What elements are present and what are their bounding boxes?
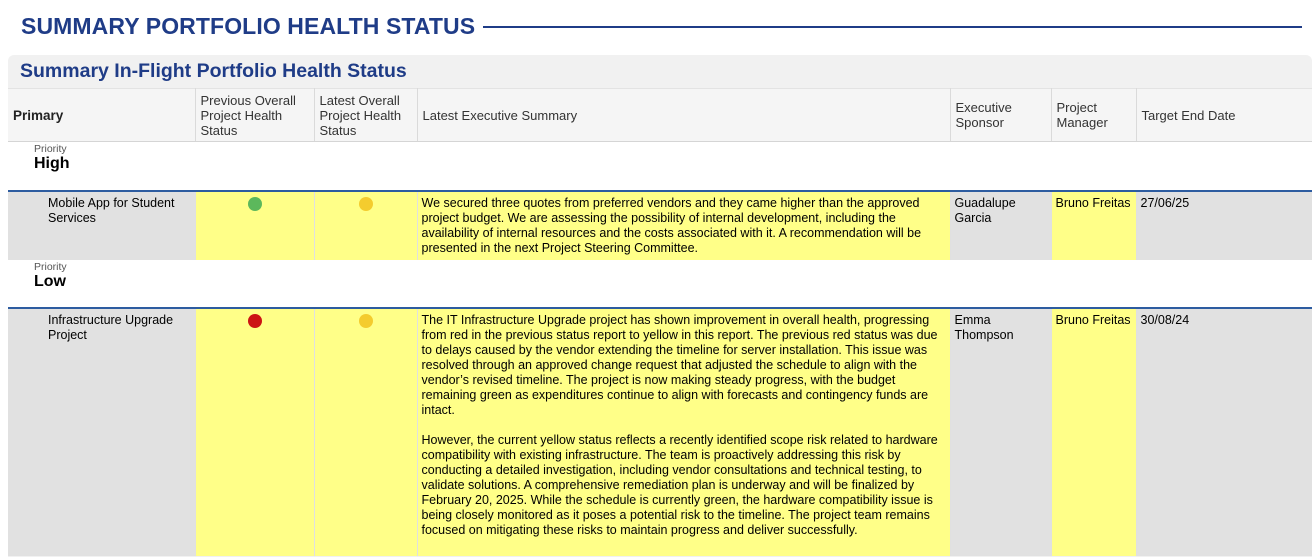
sponsor-cell: Emma Thompson: [950, 308, 1051, 556]
page-header: [21, 10, 1302, 42]
latest-status-cell: [314, 308, 417, 556]
status-dot-icon: [359, 314, 373, 328]
column-header-end-date[interactable]: Target End Date: [1136, 89, 1312, 142]
column-header-sponsor[interactable]: Executive Sponsor: [950, 89, 1051, 142]
summary-paragraph: The IT Infrastructure Upgrade project has shown improvement in overall health, progressing from red in the previous status report to yellow in this report. The previous red status was due to delays caused by the vendor extending the timeline for server installation. This issue was resolved through an approved change request that adjusted the schedule to align with the vendor’s revised timeline. The project is now making steady progress, with the budget remaining green as expenditures continue to align with forecasts and contingency funds are intact.: [421, 313, 938, 417]
end-date-cell: 27/06/25: [1136, 191, 1312, 260]
table-row[interactable]: [8, 191, 1312, 260]
summary-paragraph: We secured three quotes from preferred vendors and they came higher than the approved project budget. We are assessing the possibility of internal development, including the availability of internal resources and the costs associated with it. A recommendation will be presented in the next Project Steering Committee.: [421, 196, 922, 255]
group-row-low: [8, 260, 1312, 308]
column-header-manager[interactable]: Project Manager: [1051, 89, 1136, 142]
project-name[interactable]: Mobile App for Student Services: [8, 191, 195, 260]
previous-status-cell: [195, 308, 314, 556]
status-dot-icon: [248, 197, 262, 211]
column-header-primary[interactable]: Primary: [8, 89, 195, 142]
column-header-previous-health[interactable]: Previous Overall Project Health Status: [195, 89, 314, 142]
manager-cell: Bruno Freitas: [1051, 191, 1136, 260]
project-name[interactable]: Infrastructure Upgrade Project: [8, 308, 195, 556]
executive-summary-cell: [417, 308, 950, 556]
portfolio-panel: [8, 55, 1312, 557]
group-value: High: [34, 155, 70, 172]
status-dot-icon: [248, 314, 262, 328]
header-row: [8, 89, 1312, 142]
health-status-table: [8, 88, 1312, 556]
page-title: SUMMARY PORTFOLIO HEALTH STATUS: [21, 12, 476, 39]
previous-status-cell: [195, 191, 314, 260]
manager-cell: Bruno Freitas: [1051, 308, 1136, 556]
end-date-cell: 30/08/24: [1136, 308, 1312, 556]
column-header-latest-health[interactable]: Latest Overall Project Health Status: [314, 89, 417, 142]
group-header: [8, 142, 1312, 192]
executive-summary-cell: [417, 191, 950, 260]
group-caption: Priority: [34, 261, 67, 273]
summary-paragraph: However, the current yellow status reflects a recently identified scope risk related to hardware compatibility with existing infrastructure. The team is proactively addressing this risk by conducting a detailed investigation, including vendor consultations and technical testing, to validate solutions. A comprehensive remediation plan is underway and will be finalized by February 20, 2025. While the schedule is currently green, the hardware compatibility issue is being closely monitored as it poses a potential risk to the timeline. The project team remains focused on mitigating these risks to maintain progress and deliver successfully.: [421, 433, 938, 537]
status-dot-icon: [359, 197, 373, 211]
column-header-summary[interactable]: Latest Executive Summary: [417, 89, 950, 142]
group-row-high: [8, 142, 1312, 192]
group-header: [8, 260, 1312, 308]
group-caption: Priority: [34, 143, 67, 155]
group-value: Low: [34, 273, 66, 290]
sponsor-cell: Guadalupe Garcia: [950, 191, 1051, 260]
latest-status-cell: [314, 191, 417, 260]
table-row[interactable]: [8, 308, 1312, 556]
title-divider: [483, 26, 1302, 28]
panel-title: Summary In-Flight Portfolio Health Status: [20, 60, 407, 82]
